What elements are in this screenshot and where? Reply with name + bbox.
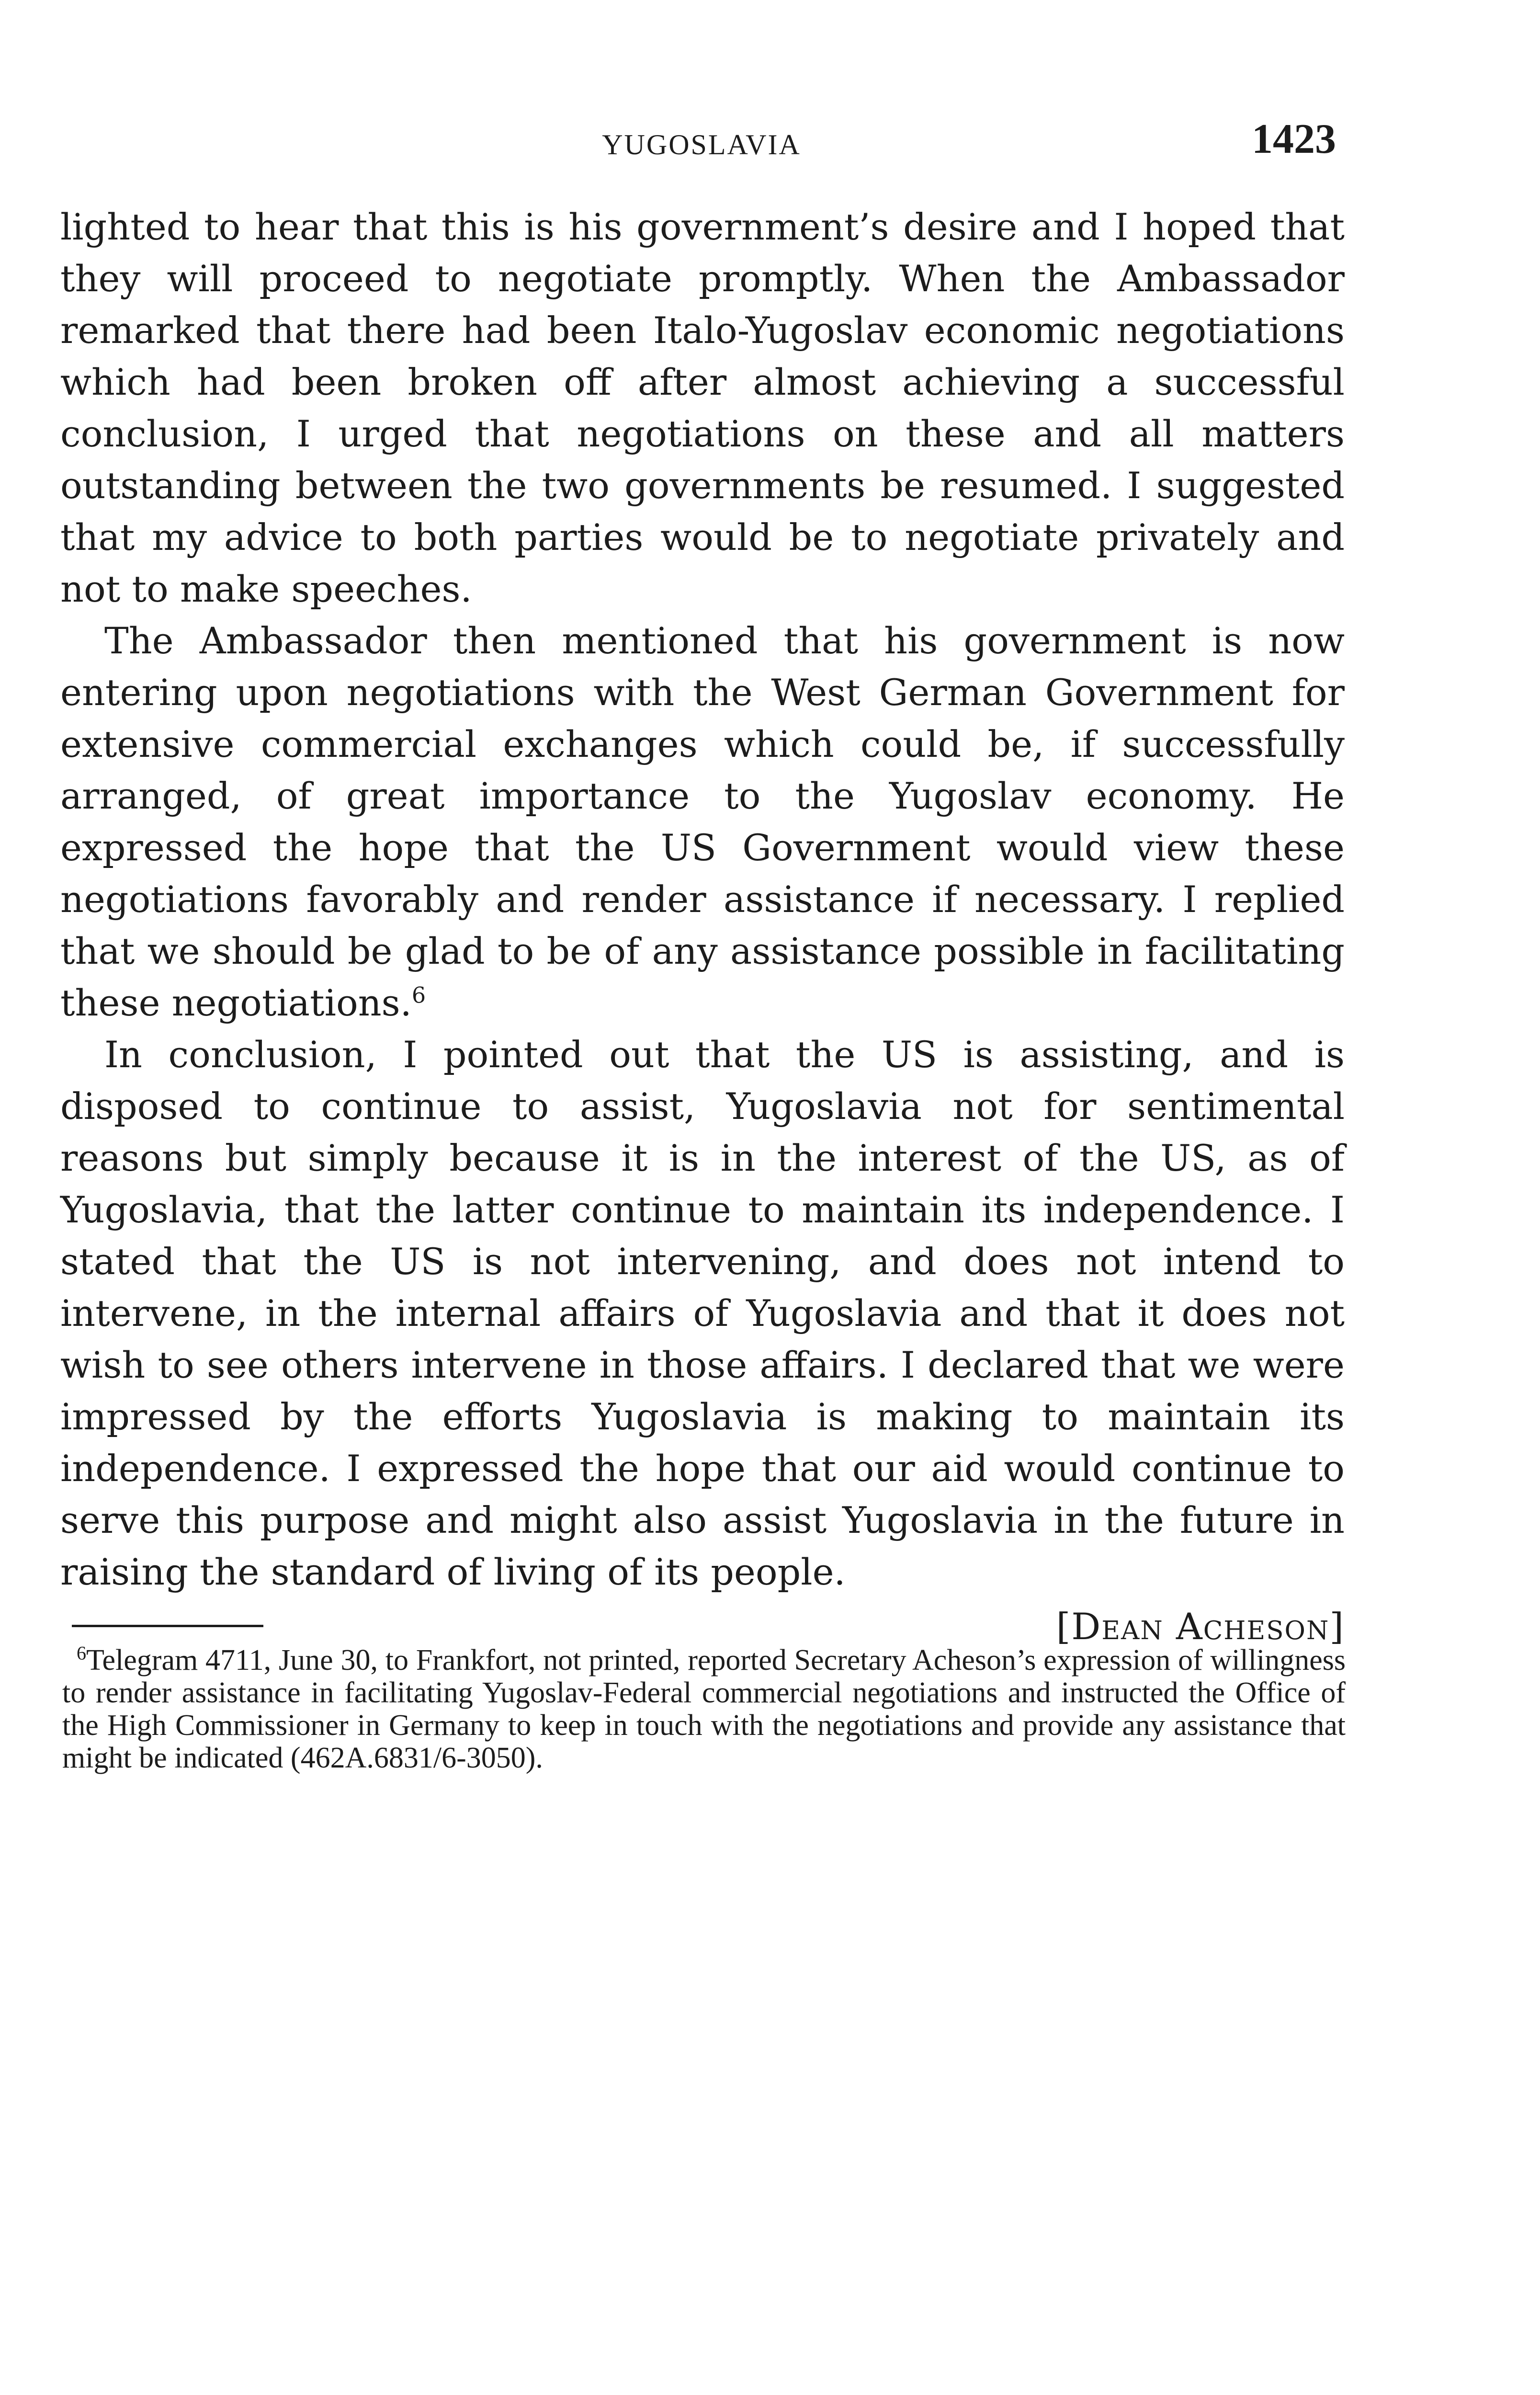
signature: [Dean Acheson]: [1056, 1605, 1345, 1648]
page-number: 1423: [1252, 116, 1336, 162]
paragraph: [60, 615, 1345, 1029]
paragraph-text: The Ambassador then mentioned that his government is now entering upon negotiations with the West German Government for extensive commercial exchanges which could be, if successfully arranged, of great importance to the Yugoslav economy. He expressed the hope that the US Government would view these negotiations favorably and render assistance if necessary. I replied that we should be glad to be of any assistance possible in facilitating these negotiations.: [60, 619, 1345, 1024]
footnote-text: Telegram 4711, June 30, to Frankfort, not printed, reported Secretary Acheson’s expression of willingness to render assistance in facilitating Yugoslav-Federal commercial negotiations and instructed the Office of the High Commissioner in Germany to keep in touch with the negotiations and provide any assistance that might be indicated (462A.6831/6-3050).: [62, 1644, 1346, 1774]
paragraph-continued: [60, 201, 1345, 615]
footnote-marker: 6: [77, 1642, 86, 1664]
footnote: [62, 1644, 1346, 1774]
running-title: YUGOSLAVIA: [602, 129, 801, 160]
paragraph: [60, 1029, 1345, 1598]
paragraph-text: lighted to hear that this is his government’s desire and I hoped that they will proceed to negotiate promptly. When the Ambassador remarked that there had been Italo-Yugoslav economic negotiations which had been broken off after almost achieving a successful conclusion, I urged that negotiations on these and all matters outstanding between the two governments be resumed. I suggested that my advice to both parties would be to negotiate privately and not to make speeches.: [60, 205, 1345, 610]
footnote-reference: 6: [411, 982, 426, 1008]
running-head: [57, 115, 1346, 168]
footnote-divider: [72, 1625, 263, 1627]
body-text: [60, 201, 1345, 1653]
paragraph-text: In conclusion, I pointed out that the US is assisting, and is disposed to continue to assist, Yugoslavia not for sentimental reasons but simply because it is in the interest of the US, as of Yugoslavia, that the latter continue to maintain its independence. I stated that the US is not intervening, and does not intend to intervene, in the internal affairs of Yugoslavia and that it does not wish to see others intervene in those affairs. I declared that we were impressed by the efforts Yugoslavia is making to maintain its independence. I expressed the hope that our aid would continue to serve this purpose and might also assist Yugoslavia in the future in raising the standard of living of its people.: [60, 1033, 1345, 1593]
